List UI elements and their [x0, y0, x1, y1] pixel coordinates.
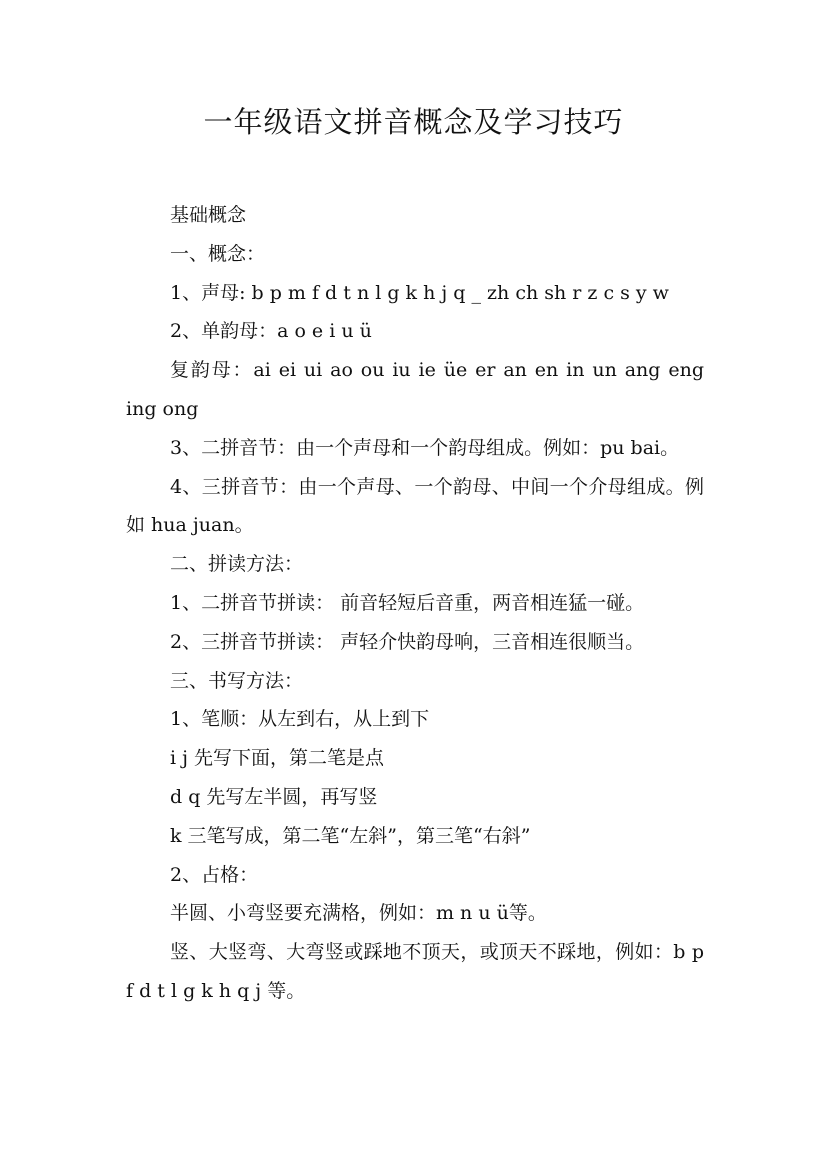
paragraph-section-two: 二、拼读方法： — [170, 553, 304, 576]
paragraph-two-part-syllable: 3、二拼音节：由一个声母和一个韵母组成。例如：pu bai。 — [170, 436, 680, 459]
paragraph-three-part-syllable: 4、三拼音节：由一个声母、一个韵母、中间一个介母组成。例如 hua juan。 — [126, 475, 704, 537]
paragraph-compound-finals: 复韵母：ai ei ui ao ou iu ie üe er an en in un ang eng ing ong — [126, 359, 704, 420]
paragraph-single-finals: 2、单韵母：a o e i u ü — [170, 320, 372, 343]
paragraph-section-three: 三、书写方法： — [170, 669, 304, 692]
paragraph-grid-placement: 2、占格： — [170, 863, 259, 886]
paragraph-vertical-rule: 竖、大竖弯、大弯竖或踩地不顶天，或顶天不踩地，例如：b p f d t l g k h q j 等。 — [126, 941, 704, 1002]
paragraph-section-one: 一、概念： — [170, 242, 266, 265]
paragraph-ij-rule: i j 先写下面，第二笔是点 — [170, 747, 385, 770]
document-body — [126, 196, 704, 1011]
paragraph-dq-rule: d q 先写左半圆，再写竖 — [170, 785, 378, 808]
paragraph-three-part-reading: 2、三拼音节拼读： 声轻介快韵母响，三音相连很顺当。 — [170, 630, 645, 653]
paragraph-half-circle-rule: 半圆、小弯竖要充满格，例如：m n u ü等。 — [170, 902, 547, 925]
paragraph-two-part-reading: 1、二拼音节拼读： 前音轻短后音重，两音相连猛一碰。 — [170, 591, 645, 614]
paragraph-basic-concepts: 基础概念 — [170, 204, 247, 226]
paragraph-initials: 1、声母: b p m f d t n l g k h j q _ zh ch sh r z c s y w — [170, 281, 669, 304]
document-title: 一年级语文拼音概念及学习技巧 — [203, 105, 624, 139]
paragraph-stroke-order: 1、笔顺：从左到右，从上到下 — [170, 708, 430, 731]
paragraph-k-rule: k 三笔写成，第二笔“左斜”，第三笔“右斜” — [170, 824, 531, 847]
